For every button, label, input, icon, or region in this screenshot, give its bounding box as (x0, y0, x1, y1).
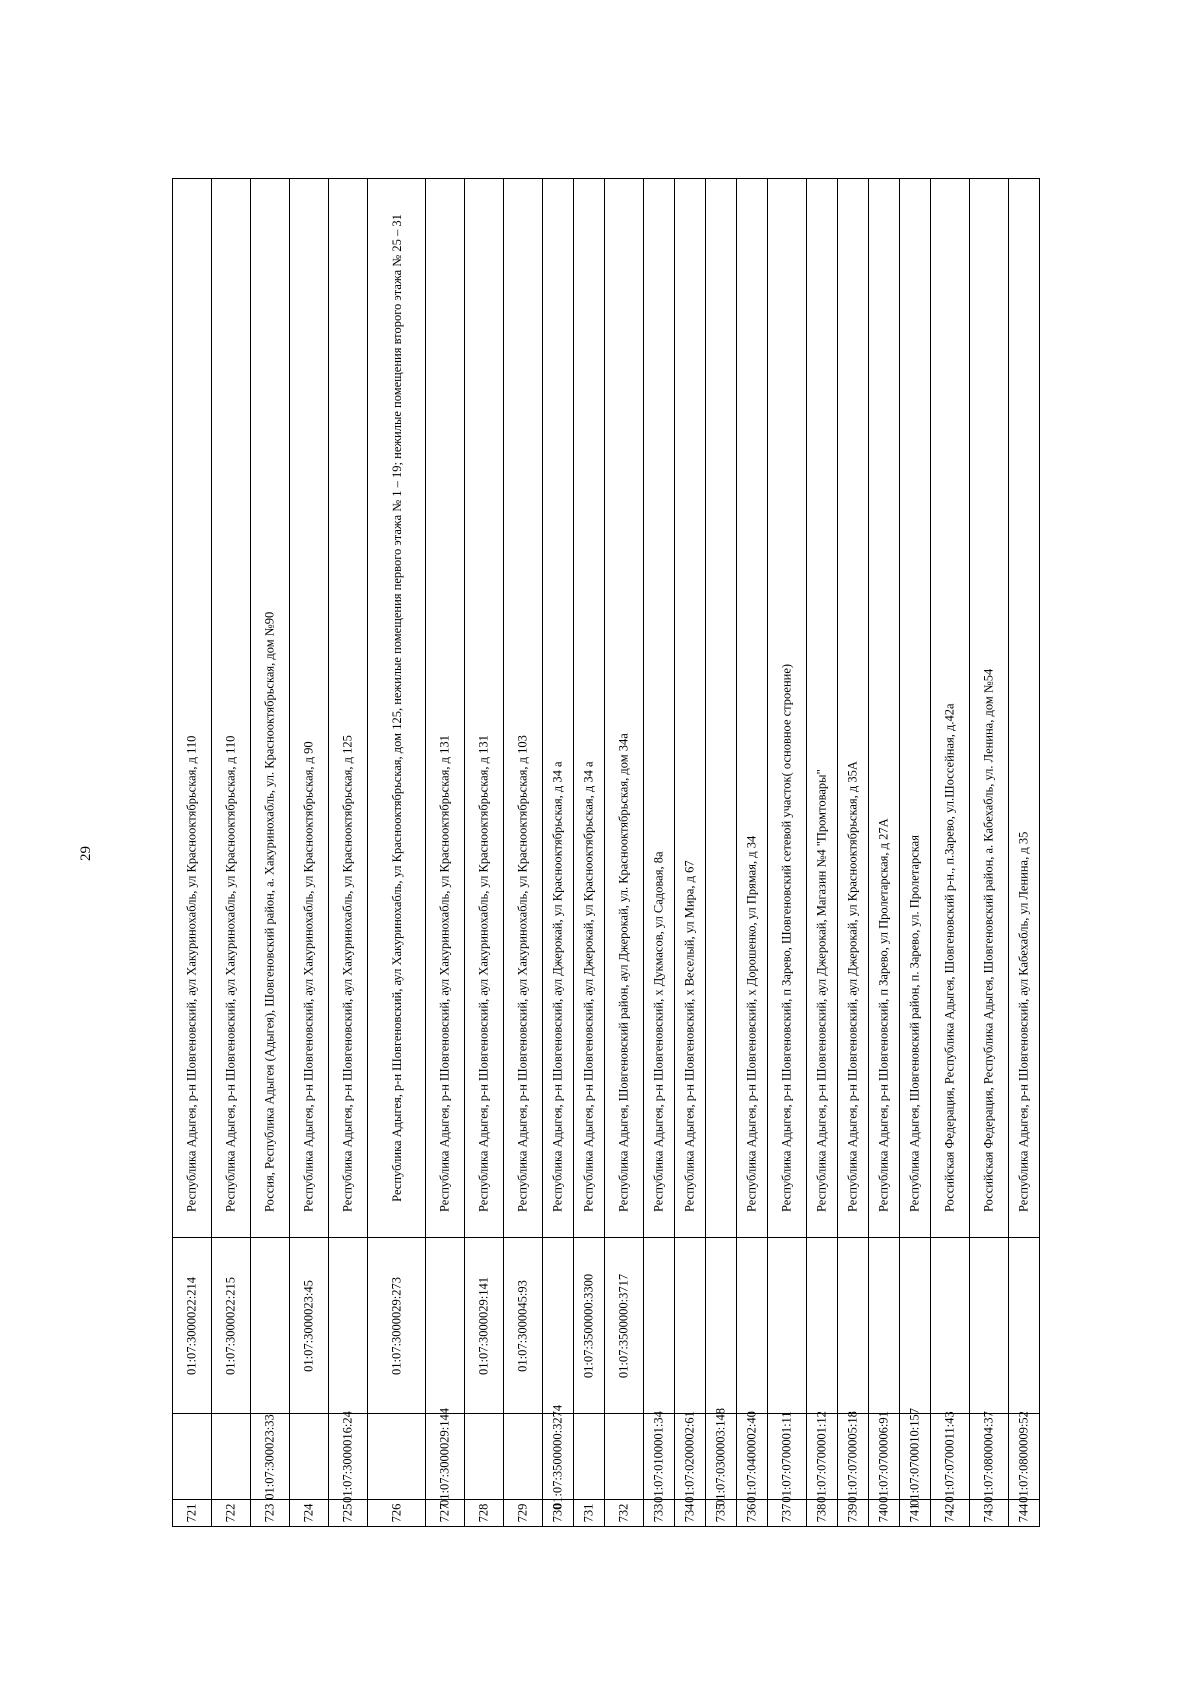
cadastral-number-land-cell-text: 01:07:0800004:37 (981, 1410, 996, 1503)
table-row (605, 178, 644, 1527)
cadastral-number-land-cell (465, 1413, 503, 1499)
table-row (368, 178, 426, 1527)
cadastral-number-land-cell (605, 1413, 643, 1499)
address-cell (605, 178, 643, 1237)
row-number-cell (465, 1499, 503, 1527)
address-cell-text: Республика Адыгея, р-н Шовгеновский, х Веселый, ул Мира, д 67 (682, 860, 697, 1213)
address-cell (838, 178, 868, 1237)
cadastral-number-land-cell-text: 01:07:0700010:157 (907, 1407, 922, 1506)
address-cell-text: Республика Адыгея, р-н Шовгеновский, аул Хакуринохабль, ул Краснооктябрьская, дом 125, нежилые помещения первого этажа № 1 – 19; нежилые помещения второго этажа № 25 – 31 (389, 214, 404, 1202)
row-number-cell (574, 1499, 604, 1527)
cadastral-number-land-cell (290, 1413, 328, 1499)
cadastral-number-building-cell (465, 1237, 503, 1413)
cadastral-number-land-cell (970, 1410, 1008, 1503)
address-cell-text: Республика Адыгея, р-н Шовгеновский, аул Кабехабль, ул Ленина, д 35 (1016, 831, 1031, 1213)
address-cell (543, 178, 573, 1237)
row-number-cell (543, 1499, 573, 1527)
cadastral-number-building-cell (644, 1237, 674, 1413)
row-number-cell (605, 1499, 643, 1527)
page-number-text: 29 (77, 845, 94, 861)
cadastral-number-building-cell-text: 01:07:3000029:141 (476, 1276, 491, 1375)
row-number-cell-text: 724 (301, 1503, 316, 1523)
table-row (251, 178, 290, 1527)
cadastral-number-building-cell (173, 1237, 211, 1413)
cadastral-number-land-cell-text: 01:07:0700005:18 (845, 1410, 860, 1503)
table-row (768, 178, 807, 1527)
address-cell-text: Республика Адыгея, р-н Шовгеновский, п Зарево, ул Пролетарская, д 27А (876, 818, 891, 1213)
table-row (173, 178, 212, 1527)
table-row (574, 178, 605, 1527)
address-cell-text: Республика Адыгея, р-н Шовгеновский, аул Хакуринохабль, ул Краснооктябрьская, д 90 (301, 741, 316, 1213)
address-cell-text: Республика Адыгея, р-н Шовгеновский, х Дорошенко, ул Прямая, д 34 (744, 836, 759, 1213)
table-row (1009, 178, 1040, 1527)
row-number-cell-text: 740 (876, 1503, 891, 1523)
cadastral-number-building-cell-text: 01:07:3500000:3717 (616, 1273, 631, 1378)
cadastral-number-building-cell-text: 01:07:3000023:45 (301, 1279, 316, 1372)
address-cell (251, 178, 289, 1237)
cadastral-number-land-cell (329, 1410, 367, 1503)
address-cell-text: Российская Федерация, Республика Адыгея, Шовгеновский р-н., п.Зарево, ул.Шоссейная, д.42а (942, 703, 957, 1213)
cadastral-number-land-cell-text: 01:07:0100001:34 (651, 1410, 666, 1503)
table-row (465, 178, 504, 1527)
table-row (838, 178, 869, 1527)
row-number-cell-text: 734 (682, 1503, 697, 1523)
address-cell (290, 178, 328, 1237)
cadastral-number-building-cell-text: 01:07:3000022:215 (223, 1276, 238, 1375)
row-number-cell-text: 726 (389, 1503, 404, 1523)
row-number-cell (675, 1499, 705, 1527)
row-number-cell (737, 1499, 767, 1527)
cadastral-number-land-cell (368, 1413, 425, 1499)
address-cell (212, 178, 250, 1237)
row-number-cell (768, 1499, 806, 1527)
address-cell-text: Республика Адыгея, р-н Шовгеновский, аул Джерокай, ул Краснооктябрьская, д 34 а (581, 761, 596, 1213)
cadastral-number-land-cell (212, 1413, 250, 1499)
cadastral-number-building-cell (768, 1237, 806, 1413)
cadastral-number-land-cell (931, 1410, 969, 1503)
row-number-cell-text: 725 (340, 1503, 355, 1523)
table-row (900, 178, 931, 1527)
row-number-cell (290, 1499, 328, 1527)
row-number-cell-text: 733 (651, 1503, 666, 1523)
cadastral-number-land-cell-text: 01:07:0700011:43 (942, 1410, 957, 1503)
cadastral-number-land-cell-text: 01:07:0700001:12 (814, 1410, 829, 1503)
cadastral-number-building-cell (1009, 1237, 1039, 1413)
row-number-cell-text: 729 (515, 1503, 530, 1523)
address-cell-text: Россия, Республика Адыгея (Адыгея), Шовгеновский район, а. Хакуринохабль, ул. Краснооктябрьская, дом №90 (262, 612, 277, 1213)
table-row (212, 178, 251, 1527)
cadastral-number-land-cell (543, 1404, 573, 1509)
row-number-cell-text: 732 (616, 1503, 631, 1523)
cadastral-number-land-cell (737, 1410, 767, 1503)
table-row (706, 178, 737, 1527)
address-cell (426, 178, 464, 1237)
cadastral-number-land-cell-text: 01:07:0300003:148 (713, 1407, 728, 1506)
cadastral-number-building-cell (543, 1237, 573, 1413)
address-cell (970, 178, 1008, 1237)
cadastral-number-land-cell (504, 1413, 542, 1499)
row-number-cell-text: 739 (845, 1503, 860, 1523)
cadastral-number-building-cell (931, 1237, 969, 1413)
address-cell (737, 178, 767, 1237)
row-number-cell (807, 1499, 837, 1527)
address-cell (329, 178, 367, 1237)
row-number-cell-text: 741 (907, 1503, 922, 1523)
cadastral-number-land-cell-text: 01:07:0400002:40 (744, 1410, 759, 1503)
cadastral-number-building-cell (869, 1237, 899, 1413)
address-cell (706, 178, 736, 1237)
cadastral-number-building-cell (706, 1237, 736, 1413)
table-row (644, 178, 675, 1527)
cadastral-number-land-cell (768, 1410, 806, 1503)
cadastral-number-land-cell (838, 1410, 868, 1503)
cadastral-number-land-cell (426, 1407, 464, 1506)
cadastral-number-building-cell (970, 1237, 1008, 1413)
cadastral-number-building-cell (900, 1237, 930, 1413)
row-number-cell (504, 1499, 542, 1527)
table-row (869, 178, 900, 1527)
address-cell-text: Республика Адыгея, р-н Шовгеновский, аул Хакуринохабль, ул Краснооктябрьская, д 110 (223, 735, 238, 1213)
cadastral-number-land-cell-text: 01:07:300023:33 (262, 1413, 277, 1500)
cadastral-number-building-cell (807, 1237, 837, 1413)
address-cell-text: Республика Адыгея, р-н Шовгеновский, аул Джерокай, ул Краснооктябрьская, д 34 а (550, 761, 565, 1213)
cadastral-number-building-cell-text: 01:07:3000045:93 (515, 1279, 530, 1372)
row-number-cell (1009, 1499, 1039, 1527)
page-number (74, 833, 98, 873)
cadastral-number-land-cell (869, 1410, 899, 1503)
row-number-cell (838, 1499, 868, 1527)
cadastral-number-land-cell-text: 01:07:0800009:52 (1016, 1410, 1031, 1503)
row-number-cell (869, 1499, 899, 1527)
address-cell-text: Республика Адыгея, р-н Шовгеновский, аул Хакуринохабль, ул Краснооктябрьская, д 103 (515, 735, 530, 1213)
row-number-cell (644, 1499, 674, 1527)
row-number-cell-text: 723 (262, 1503, 277, 1523)
cadastral-number-land-cell-text: 01:07:0700006:91 (876, 1410, 891, 1503)
cadastral-number-building-cell (504, 1237, 542, 1413)
cadastral-number-building-cell (737, 1237, 767, 1413)
cadastral-number-building-cell (675, 1237, 705, 1413)
cadastral-number-building-cell (251, 1237, 289, 1413)
address-cell-text: Республика Адыгея, р-н Шовгеновский, аул Джерокай, ул Краснооктябрьская, д 35А (845, 761, 860, 1213)
row-number-cell (931, 1499, 969, 1527)
address-cell-text: Республика Адыгея, р-н Шовгеновский, аул Хакуринохабль, ул Краснооктябрьская, д 131 (476, 735, 491, 1213)
cadastral-number-land-cell-text: 01:07:0700001:11 (779, 1410, 794, 1503)
address-cell-text: Республика Адыгея, р-н Шовгеновский, п Зарево, Шовгеновский сетевой участок( основное строение) (779, 664, 794, 1213)
address-cell (768, 178, 806, 1237)
row-number-cell-text: 743 (981, 1503, 996, 1523)
table-row (329, 178, 368, 1527)
address-cell-text: Республика Адыгея, р-н Шовгеновский, аул Хакуринохабль, ул Краснооктябрьская, д 125 (340, 735, 355, 1213)
row-number-cell (329, 1499, 367, 1527)
address-cell (574, 178, 604, 1237)
table-row (426, 178, 465, 1527)
row-number-cell (173, 1499, 211, 1527)
cadastral-number-building-cell (368, 1237, 425, 1413)
cadastral-number-building-cell (290, 1237, 328, 1413)
cadastral-number-building-cell (329, 1237, 367, 1413)
address-cell-text: Республика Адыгея, р-н Шовгеновский, аул Джерокай, Магазин №4 "Промтовары" (814, 769, 829, 1213)
row-number-cell-text: 722 (223, 1503, 238, 1523)
address-cell (173, 178, 211, 1237)
row-number-cell (426, 1499, 464, 1527)
cadastral-number-land-cell (900, 1407, 930, 1506)
row-number-cell-text: 736 (744, 1503, 759, 1523)
row-number-cell-text: 737 (779, 1503, 794, 1523)
cadastral-number-building-cell-text: 01:07:3500000:3300 (581, 1273, 596, 1378)
row-number-cell (251, 1499, 289, 1527)
row-number-cell (368, 1499, 425, 1527)
row-number-cell-text: 744 (1016, 1503, 1031, 1523)
cadastral-number-land-cell-text: 01:07:3000029:144 (437, 1407, 452, 1506)
table-row (737, 178, 768, 1527)
address-cell-text: Российская Федерация, Республика Адыгея, Шовгеновский район, а. Кабехабль, ул. Ленина, дом №54 (981, 668, 996, 1213)
address-cell (931, 178, 969, 1237)
row-number-cell-text: 730 (550, 1503, 565, 1523)
cadastral-number-land-cell-text: 01:07:3000016:24 (340, 1410, 355, 1503)
row-number-cell-text: 731 (581, 1503, 596, 1523)
cadastral-number-building-cell (838, 1237, 868, 1413)
cadastral-number-building-cell (574, 1237, 604, 1413)
row-number-cell-text: 742 (942, 1503, 957, 1523)
address-cell (675, 178, 705, 1237)
address-cell (644, 178, 674, 1237)
cadastral-number-building-cell (426, 1237, 464, 1413)
cadastral-number-land-cell (675, 1410, 705, 1503)
address-cell (807, 178, 837, 1237)
address-cell (900, 178, 930, 1237)
row-number-cell (900, 1499, 930, 1527)
cadastral-number-land-cell-text: 01:07:3500000:3274 (550, 1404, 565, 1509)
cadastral-number-land-cell (173, 1413, 211, 1499)
cadastral-number-land-cell (706, 1407, 736, 1506)
cadastral-number-building-cell-text: 01:07:3000022:214 (184, 1276, 199, 1375)
cadastral-number-land-cell (251, 1413, 289, 1499)
row-number-cell-text: 721 (184, 1503, 199, 1523)
table-row (970, 178, 1009, 1527)
table-row (543, 178, 574, 1527)
registry-table (172, 178, 1096, 1527)
address-cell (368, 178, 425, 1237)
address-cell (465, 178, 503, 1237)
cadastral-number-building-cell (212, 1237, 250, 1413)
cadastral-number-land-cell (807, 1410, 837, 1503)
cadastral-number-land-cell-text: 01:07:0200002:61 (682, 1410, 697, 1503)
cadastral-number-land-cell (644, 1410, 674, 1503)
table-row (931, 178, 970, 1527)
address-cell-text: Республика Адыгея, Шовгеновский район, п. Зарево, ул. Пролетарская (907, 835, 922, 1213)
row-number-cell (212, 1499, 250, 1527)
row-number-cell-text: 728 (476, 1503, 491, 1523)
address-cell-text: Республика Адыгея, Шовгеновский район, аул Джерокай, ул. Краснооктябрьская, дом 34а (616, 733, 631, 1213)
cadastral-number-building-cell-text: 01:07:3000029:273 (389, 1276, 404, 1375)
address-cell (1009, 178, 1039, 1237)
address-cell-text: Республика Адыгея, р-н Шовгеновский, аул Хакуринохабль, ул Краснооктябрьская, д 110 (184, 735, 199, 1213)
cadastral-number-building-cell (605, 1237, 643, 1413)
table-row (504, 178, 543, 1527)
cadastral-number-land-cell (1009, 1410, 1039, 1503)
address-cell (869, 178, 899, 1237)
table-row (675, 178, 706, 1527)
address-cell-text: Республика Адыгея, р-н Шовгеновский, х Дукмасов, ул Садовая, 8а (651, 851, 666, 1213)
table-row (807, 178, 838, 1527)
row-number-cell (970, 1499, 1008, 1527)
row-number-cell-text: 738 (814, 1503, 829, 1523)
row-number-cell-text: 727 (437, 1503, 452, 1523)
address-cell (504, 178, 542, 1237)
row-number-cell (706, 1499, 736, 1527)
cadastral-number-land-cell (574, 1413, 604, 1499)
address-cell-text: Республика Адыгея, р-н Шовгеновский, аул Хакуринохабль, ул Краснооктябрьская, д 131 (437, 735, 452, 1213)
table-row (290, 178, 329, 1527)
row-number-cell-text: 735 (713, 1503, 728, 1523)
